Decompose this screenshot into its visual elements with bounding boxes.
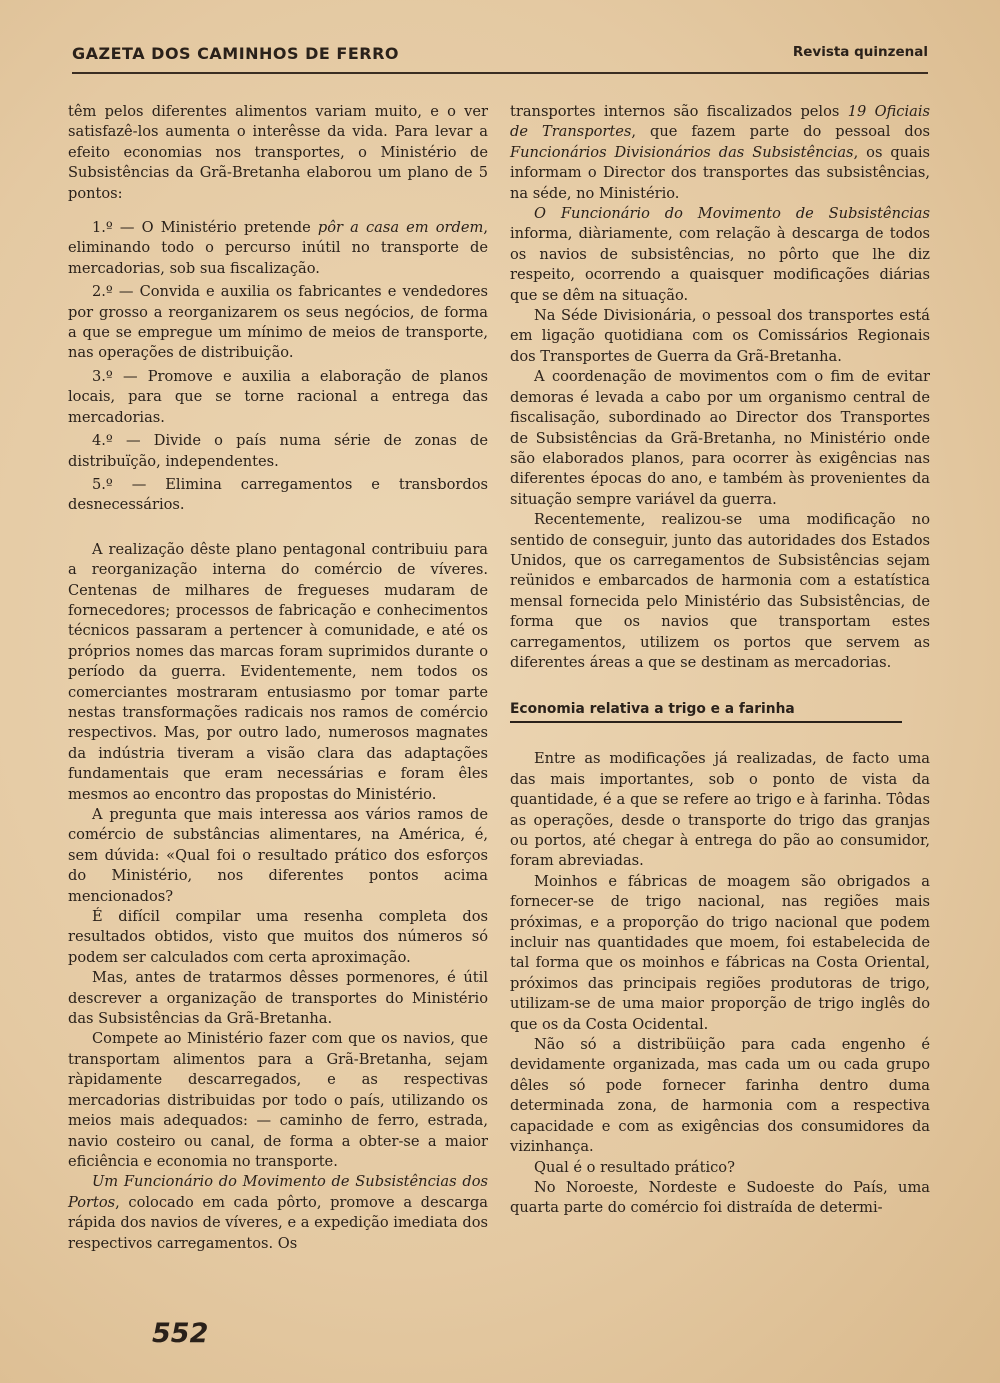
paragraph: A coordenação de movimentos com o fim de evitar demoras é levada a cabo por um organismo central de fiscalisação, subordinado ao Director dos Transportes de Subsistências da Grã-Bretanha, no Ministério onde são elaborados planos, para ocorrer às exigências nas diferentes épocas do ano, e também às provenientes da situação sempre variável da guerra. bbox=[510, 368, 930, 508]
paragraph: A pregunta que mais interessa aos vários ramos de comércio de substâncias alimentares, na América, é, sem dúvida: «Qual foi o resultado prático dos esforços do Ministério, nos diferentes pontos acima mencionados? bbox=[68, 806, 488, 905]
paragraph: têm pelos diferentes alimentos variam muito, e o ver satisfazê-los aumenta o interêsse da vida. Para levar a efeito economias nos transportes, o Ministério de Subsistências da Grã-Bretanha elaborou um plano de 5 pontos: bbox=[68, 103, 488, 202]
paragraph: transportes internos são fiscalizados pelos 19 Oficiais de Transportes, que fazem parte do pessoal dos Funcionários Divisionários das Subsistências, os quais informam o Director dos transportes das subsistências, na séde, no Ministério. bbox=[510, 103, 931, 202]
section-heading: Economia relativa a trigo e a farinha bbox=[510, 699, 902, 723]
left-column bbox=[68, 102, 488, 1254]
page-header bbox=[72, 42, 928, 74]
list-item: 2.º — Convida e auxilia os fabricantes e vendedores por grosso a reorganizarem os seus negócios, de forma a que se empregue um mínimo de meios de transporte, nas operações de distribuição. bbox=[68, 283, 488, 362]
paragraph: É difícil compilar uma resenha completa dos resultados obtidos, visto que muitos dos números só podem ser calculados com certa aproximação. bbox=[68, 908, 488, 966]
paragraph: Um Funcionário do Movimento de Subsistências dos Portos, colocado em cada pôrto, promove a descarga rápida dos navios de víveres, e a expedição imediata dos respectivos carregamentos. Os bbox=[68, 1173, 488, 1252]
paragraph: Recentemente, realizou-se uma modificação no sentido de conseguir, junto das autoridades dos Estados Unidos, que os carregamentos de Subsistências sejam reünidos e embarcados de harmonia com a estatística mensal fornecida pelo Ministério das Subsistências, de forma que os navios que transportam estes carregamentos, utilizem os portos que servem as diferentes áreas a que se destinam as mercadorias. bbox=[510, 511, 930, 671]
list-item: 1.º — O Ministério pretende pôr a casa em ordem, eliminando todo o percurso inútil no transporte de mercadorias, sob sua fiscalização. bbox=[68, 219, 488, 277]
paragraph: Compete ao Ministério fazer com que os navios, que transportam alimentos para a Grã-Bretanha, sejam ràpidamente descarregados, e as respectivas mercadorias distribuidas por todo o país, utilizando os meios mais adequados: — caminho de ferro, estrada, navio costeiro ou canal, de forma a obter-se a maior eficiência e economia no transporte. bbox=[68, 1030, 488, 1170]
page-number: 552 bbox=[152, 1318, 209, 1349]
paragraph: O Funcionário do Movimento de Subsistências informa, diàriamente, com relação à descarga de todos os navios de subsistências, no pôrto que lhe diz respeito, ocorrendo a quaisquer modificações diárias que se dêm na situação. bbox=[510, 205, 930, 304]
paragraph: Na Séde Divisionária, o pessoal dos transportes está em ligação quotidiana com os Comissários Regionais dos Transportes de Guerra da Grã-Bretanha. bbox=[510, 307, 930, 365]
paragraph: Não só a distribüição para cada engenho é devidamente organizada, mas cada um ou cada grupo dêles só pode fornecer farinha dentro duma determinada zona, de harmonia com a respectiva capacidade e com as exigências dos consumidores da vizinhança. bbox=[510, 1036, 930, 1156]
list-item: 3.º — Promove e auxilia a elaboração de planos locais, para que se torne racional a entrega das mercadorias. bbox=[68, 367, 488, 426]
paragraph: No Noroeste, Nordeste e Sudoeste do País, uma quarta parte do comércio foi distraída de determi- bbox=[510, 1178, 930, 1217]
right-column bbox=[510, 102, 930, 1219]
publication-title: GAZETA DOS CAMINHOS DE FERRO bbox=[72, 44, 400, 63]
list-item: 5.º — Elimina carregamentos e transbordos desnecessários. bbox=[68, 475, 488, 514]
paragraph: Entre as modificações já realizadas, de facto uma das mais importantes, sob o ponto de vista da quantidade, é a que se refere ao trigo e à farinha. Tôdas as operações, desde o transporte do trigo das granjas ou portos, até chegar à entrega do pão ao consumidor, foram abreviadas. bbox=[510, 750, 930, 870]
paragraph: Mas, antes de tratarmos dêsses pormenores, é útil descrever a organização de transportes do Ministério das Subsistências da Grã-Bretanha. bbox=[68, 969, 488, 1028]
list-item: 4.º — Divide o país numa série de zonas de distribuïção, independentes. bbox=[68, 432, 488, 470]
paragraph: A realização dêste plano pentagonal contribuiu para a reorganização interna do comércio de víveres. Centenas de milhares de fregueses mudaram de fornecedores; processos de fabricação e conhecimentos técnicos passaram a pertencer à comunidade, e até os próprios nomes das marcas foram suprimidos durante o período da guerra. Evidentemente, nem todos os comerciantes mostraram entusiasmo por tomar parte nestas transformações radicais nos ramos de comércio respectivos. Mas, por outro lado, numerosos magnates da indústria tiveram a visão clara das adaptações fundamentais que eram necessárias e foram êles mesmos ao encontro das propostas do Ministério. bbox=[68, 540, 488, 803]
paragraph: Moinhos e fábricas de moagem são obrigados a fornecer-se de trigo nacional, nas regiões mais próximas, e a proporção do trigo nacional que podem incluir nas quantidades que moem, foi estabelecida de tal forma que os moinhos e fábricas na Costa Oriental, próximos das principais regiões produtoras de trigo, utilizam-se de uma maior proporção de trigo inglês do que os da Costa Ocidental. bbox=[510, 872, 930, 1033]
publication-subtitle: Revista quinzenal bbox=[792, 44, 928, 60]
paragraph: Qual é o resultado prático? bbox=[534, 1158, 735, 1176]
